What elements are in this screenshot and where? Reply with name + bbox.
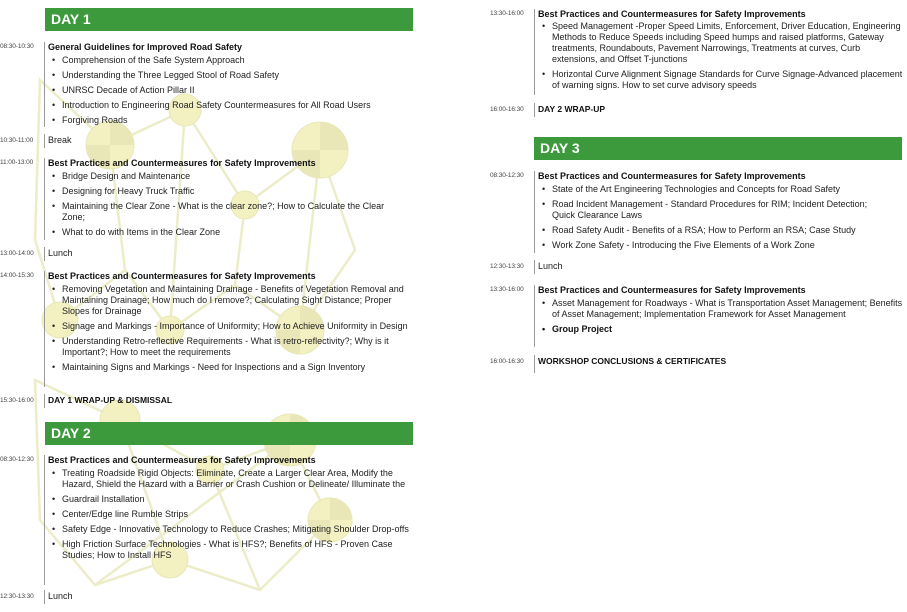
list-item: • Introduction to Engineering Road Safety Countermeasures for All Road Users: [48, 100, 414, 111]
session-time: 12:30-13:30: [490, 263, 524, 270]
session-content: [534, 171, 904, 253]
list-item: • What to do with Items in the Clear Zone: [48, 227, 414, 238]
session-content: [44, 271, 414, 387]
list-item: • Signage and Markings - Importance of Uniformity; How to Achieve Uniformity in Design: [48, 321, 412, 332]
list-item: • Designing for Heavy Truck Traffic: [48, 186, 414, 197]
list-item: • Maintaining Signs and Markings - Need for Inspections and a Sign Inventory: [48, 362, 414, 373]
list-item: • State of the Art Engineering Technologies and Concepts for Road Safety: [538, 184, 904, 195]
session-content: [534, 9, 904, 95]
list-item: • Road Incident Management - Standard Procedures for RIM; Incident Detection; Quick Clearance Laws: [538, 199, 892, 221]
session-items: [48, 284, 414, 373]
day-2-label: DAY 2: [51, 425, 91, 441]
session-content: [44, 455, 414, 585]
list-item: • Removing Vegetation and Maintaining Drainage - Benefits of Vegetation Removal and Maintaining Drainage; How much do I remove?; Calculating Sight Distance; Proper Slopes for Drainage: [48, 284, 412, 317]
session-time: 16:00-16:30: [490, 358, 524, 365]
session-items: [48, 171, 414, 238]
session-title: Best Practices and Countermeasures for Safety Improvements: [48, 455, 316, 465]
day-1-header: [45, 8, 413, 31]
list-item: • Understanding Retro-reflective Requirements - What is retro-reflectivity?; Why is it Important?; How to meet the requirements: [48, 336, 407, 358]
day-1-label: DAY 1: [51, 11, 91, 27]
session-time: 12:30-13:30: [0, 593, 34, 600]
session-content: [534, 260, 904, 274]
session-items: [48, 468, 414, 561]
session-time: 16:00-16:30: [490, 106, 524, 113]
session-time: 10:30-11:00: [0, 137, 34, 144]
list-item: • Guardrail Installation: [48, 494, 414, 505]
day1-wrap-up: DAY 1 WRAP-UP & DISMISSAL: [48, 395, 173, 405]
list-item: • Safety Edge - Innovative Technology to Reduce Crashes; Mitigating Shoulder Drop-offs: [48, 524, 412, 535]
session-title: Best Practices and Countermeasures for Safety Improvements: [538, 285, 806, 295]
session-title: Best Practices and Countermeasures for Safety Improvements: [538, 171, 806, 181]
day-2-header: [45, 422, 413, 445]
list-item: • Work Zone Safety - Introducing the Five Elements of a Work Zone: [538, 240, 904, 251]
list-item: • UNRSC Decade of Action Pillar II: [48, 85, 414, 96]
lunch-label: Lunch: [48, 591, 73, 601]
session-title: Best Practices and Countermeasures for Safety Improvements: [538, 9, 806, 19]
session-content: [44, 134, 414, 148]
session-content: [44, 42, 414, 127]
session-time: 08:30-10:30: [0, 43, 34, 50]
session-content: [44, 590, 414, 604]
list-item: • Comprehension of the Safe System Approach: [48, 55, 414, 66]
break-label: Break: [48, 135, 72, 145]
session-content: [534, 285, 904, 347]
lunch-label: Lunch: [48, 248, 73, 258]
day-3-header: [534, 137, 902, 160]
day-3-label: DAY 3: [540, 140, 580, 156]
session-time: 13:00-14:00: [0, 250, 34, 257]
list-item: • High Friction Surface Technologies - What is HFS?; Benefits of HFS - Proven Case Studies; How to Install HFS: [48, 539, 412, 561]
list-item: • Road Safety Audit - Benefits of a RSA; How to Perform an RSA; Case Study: [538, 225, 904, 236]
session-content: [534, 355, 904, 373]
session-time: 14:00-15:30: [0, 272, 34, 279]
session-items: [48, 55, 414, 126]
session-time: 08:30-12:30: [490, 172, 524, 179]
session-content: [534, 103, 904, 117]
session-time: 13:30-16:00: [490, 10, 524, 17]
session-items: [538, 21, 904, 91]
session-title: Best Practices and Countermeasures for Safety Improvements: [48, 158, 316, 168]
session-title: General Guidelines for Improved Road Safety: [48, 42, 243, 52]
list-item: • Speed Management -Proper Speed Limits, Enforcement, Driver Education, Engineering Methods to Reduce Speeds including Speed humps and raised platforms, Gateway treatments, Roundabouts, Pavement Narrowings, Treatments at curves, Curb extensions, and Offset T-junctions: [538, 21, 904, 65]
list-item: • Understanding the Three Legged Stool of Road Safety: [48, 70, 414, 81]
list-item: • Group Project: [538, 324, 904, 335]
lunch-label: Lunch: [538, 261, 563, 271]
session-content: [44, 158, 414, 240]
session-items: [538, 184, 904, 251]
session-title: Best Practices and Countermeasures for Safety Improvements: [48, 271, 316, 281]
workshop-conclusions: WORKSHOP CONCLUSIONS & CERTIFICATES: [538, 356, 727, 366]
session-content: [44, 247, 414, 261]
list-item: • Treating Roadside Rigid Objects: Eliminate, Create a Larger Clear Area, Modify the Hazard, Shield the Hazard with a Barrier or Crash Cushion or Delineate/ Illuminate the: [48, 468, 410, 490]
session-time: 11:00-13:00: [0, 159, 34, 166]
day2-wrap-up: DAY 2 WRAP-UP: [538, 104, 606, 114]
session-time: 13:30-16:00: [490, 286, 524, 293]
session-time: 08:30-12:30: [0, 456, 34, 463]
list-item: • Horizontal Curve Alignment Signage Standards for Curve Signage-Advanced placement of warning signs. How to set curve advisory speeds: [538, 69, 907, 91]
list-item: • Bridge Design and Maintenance: [48, 171, 414, 182]
list-item: • Maintaining the Clear Zone - What is the clear zone?; How to Calculate the Clear Zone;: [48, 201, 392, 223]
session-content: [44, 394, 414, 408]
list-item: • Center/Edge line Rumble Strips: [48, 509, 414, 520]
list-item: • Forgiving Roads: [48, 115, 414, 126]
session-time: 15:30-16:00: [0, 397, 34, 404]
list-item: • Asset Management for Roadways - What is Transportation Asset Management; Benefits of Asset Management; Implementation Framework for Asset Management: [538, 298, 907, 320]
session-items: [538, 298, 904, 335]
